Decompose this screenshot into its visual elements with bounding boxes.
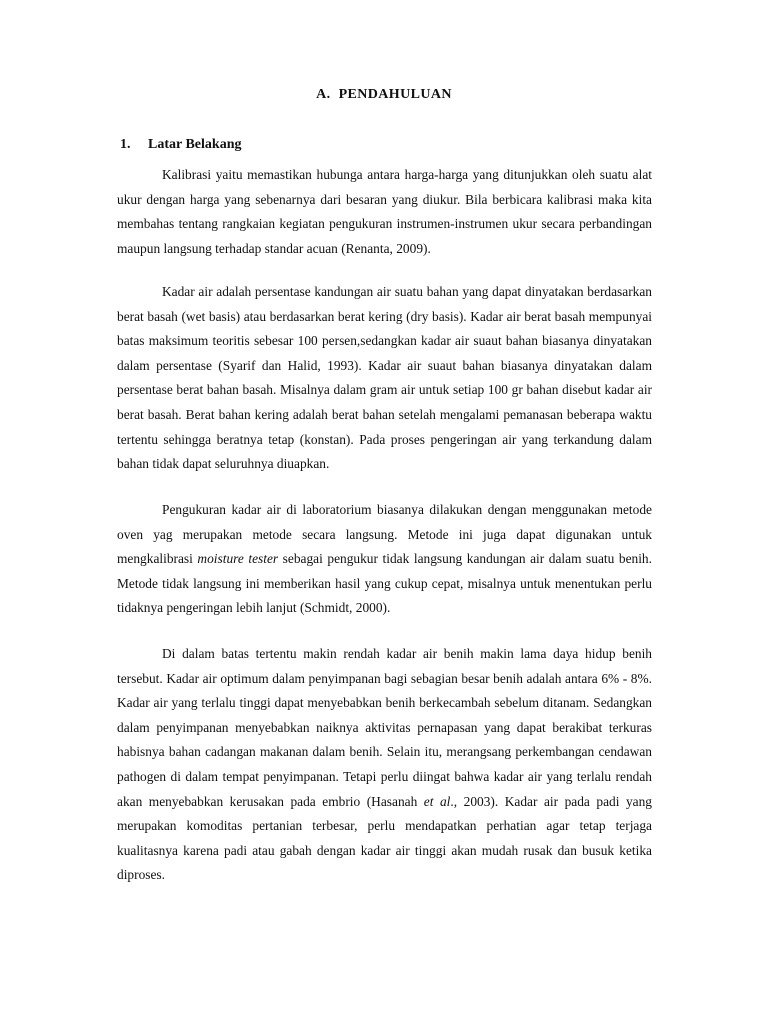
paragraph-text: Pengukuran kadar air di laboratorium biasanya dilakukan dengan menggunakan metode oven yag merupakan metode secara langsung. Metode ini juga dapat digunakan untuk mengkalibrasi	[117, 502, 652, 567]
paragraph-text: ., 2003). Kadar air pada padi yang merupakan komoditas pertanian terbesar, perlu mendapatkan perhatian agar tetap terjaga kualitasnya karena padi atau gabah dengan kadar air tinggi akan mudah rusak dan busuk ketika diproses.	[117, 793, 652, 883]
italic-term: et al	[423, 793, 451, 809]
section-title: Latar Belakang	[148, 137, 242, 152]
section-heading	[120, 137, 241, 153]
paragraph-kalibrasi: Kalibrasi yaitu memastikan hubunga antara harga-harga yang ditunjukkan oleh suatu alat ukur dengan harga yang sebenarnya dari besaran yang diukur. Bila berbicara kalibrasi maka kita membahas tentang rangkaian kegiatan pengukuran instrumen-instrumen ukur secara perbandingan maupun langsung terhadap standar acuan (Renanta, 2009).	[117, 167, 652, 256]
chapter-heading	[0, 87, 768, 103]
italic-term: moisture tester	[197, 551, 279, 567]
section-number: 1.	[120, 137, 131, 152]
paragraph-batas-kadar-air	[117, 642, 652, 888]
paragraph-text: sebagai pengukur tidak langsung kandungan air dalam suatu benih. Metode tidak langsung ini memberikan hasil yang cukup cepat, misalnya untuk menentukan perlu tidaknya pengeringan lebih lanjut (Schmidt, 2000).	[117, 551, 652, 616]
chapter-number: A.	[316, 87, 331, 102]
paragraph-text: Di dalam batas tertentu makin rendah kadar air benih makin lama daya hidup benih tersebut. Kadar air optimum dalam penyimpanan bagi sebagian besar benih adalah antara 6% - 8%. Kadar air yang terlalu tinggi dapat menyebabkan benih berkecambah sebelum ditanam. Sedangkan dalam penyimpanan menyebabkan naiknya aktivitas pernapasan yang dapat berakibat terkuras habisnya bahan cadangan makanan dalam benih. Selain itu, merangsang perkembangan cendawan pathogen di dalam tempat penyimpanan. Tetapi perlu diingat bahwa kadar air yang terlalu rendah akan menyebabkan kerusakan pada embrio (Hasanah	[117, 646, 652, 809]
chapter-title: PENDAHULUAN	[338, 87, 452, 102]
paragraph-pengukuran	[117, 498, 652, 621]
paragraph-kadar-air: Kadar air adalah persentase kandungan air suatu bahan yang dapat dinyatakan berdasarkan berat basah (wet basis) atau berdasarkan berat kering (dry basis). Kadar air berat basah mempunyai batas maksimum teoritis sebesar 100 persen,sedangkan kadar air suaut bahan biasanya dinyatakan dalam persentase (Syarif dan Halid, 1993). Kadar air suaut bahan biasanya dinyatakan dalam persentase berat bahan basah. Misalnya dalam gram air untuk setiap 100 gr bahan disebut kadar air berat basah. Berat bahan kering adalah berat bahan setelah mengalami pemanasan beberapa waktu tertentu sehingga beratnya tetap (konstan). Pada proses pengeringan air yang terkandung dalam bahan tidak dapat seluruhnya diuapkan.	[117, 284, 652, 472]
